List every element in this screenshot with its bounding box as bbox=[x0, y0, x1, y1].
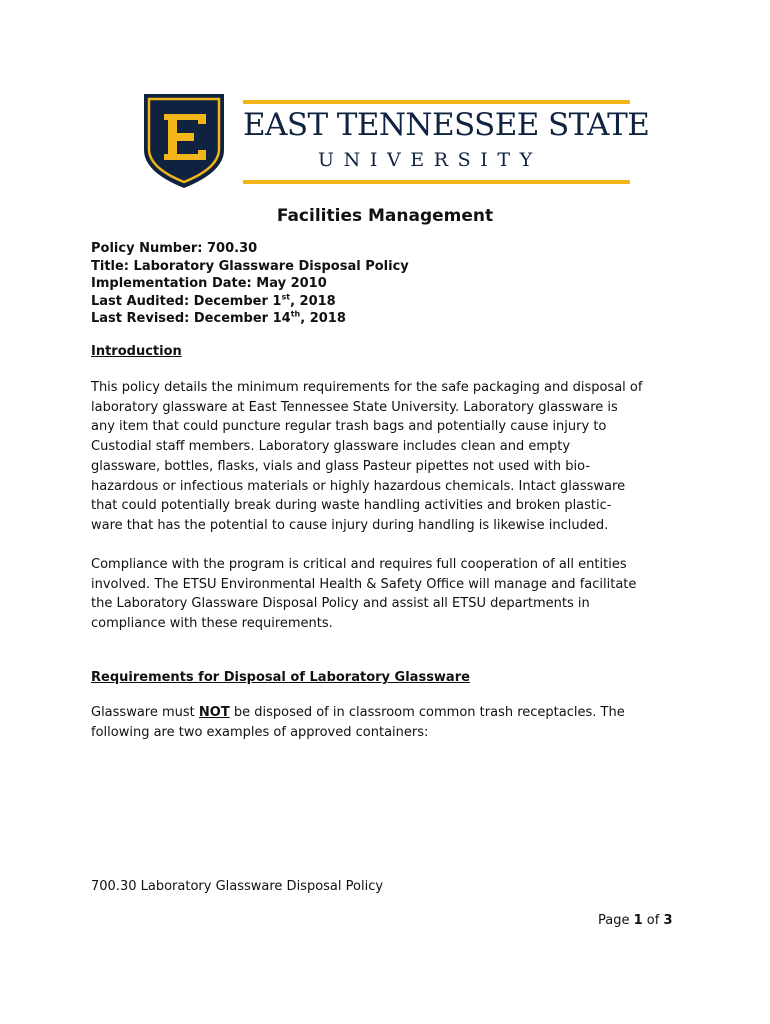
policy-title: Title: Laboratory Glassware Disposal Policy bbox=[91, 258, 409, 274]
logo-wordmark-line1: EAST TENNESSEE STATE bbox=[243, 107, 650, 143]
last-revised: Last Revised: December 14th, 2018 bbox=[91, 310, 346, 327]
paragraph-line: following are two examples of approved containers: bbox=[91, 724, 429, 740]
paragraph-line: hazardous or infectious materials or highly hazardous chemicals. Intact glassware bbox=[91, 478, 626, 494]
paragraph-line: involved. The ETSU Environmental Health & Safety Office will manage and facilitate bbox=[91, 576, 637, 592]
paragraph-line: Custodial staff members. Laboratory glassware includes clean and empty bbox=[91, 439, 571, 455]
paragraph-line: This policy details the minimum requirements for the safe packaging and disposal of bbox=[91, 380, 643, 395]
paragraph-line: any item that could puncture regular trash bags and potentially cause injury to bbox=[91, 419, 607, 435]
not-emphasis: NOT bbox=[198, 705, 230, 720]
requirements-paragraph bbox=[91, 703, 681, 742]
logo-bottom-rule bbox=[243, 180, 630, 184]
paragraph-line: compliance with these requirements. bbox=[91, 616, 333, 632]
introduction-paragraph-2 bbox=[91, 555, 681, 634]
paragraph-line: that could potentially break during waste handling activities and broken plastic- bbox=[91, 498, 612, 514]
paragraph-line: Glassware must NOT be disposed of in classroom common trash receptacles. The bbox=[91, 705, 625, 720]
policy-metadata bbox=[91, 240, 409, 328]
paragraph-line: laboratory glassware at East Tennessee State University. Laboratory glassware is bbox=[91, 399, 618, 415]
footer-page-number: Page 1 of 3 bbox=[598, 913, 673, 928]
logo-wordmark-line2: UNIVERSITY bbox=[318, 149, 542, 171]
logo-top-rule bbox=[243, 100, 630, 104]
department-title: Facilities Management bbox=[276, 206, 494, 226]
introduction-paragraph-1 bbox=[91, 378, 681, 536]
introduction-heading: Introduction bbox=[91, 344, 182, 359]
paragraph-line: Compliance with the program is critical and requires full cooperation of all entities bbox=[91, 557, 627, 572]
etsu-shield-icon bbox=[142, 92, 226, 190]
etsu-logo bbox=[142, 92, 650, 190]
requirements-heading: Requirements for Disposal of Laboratory Glassware bbox=[91, 670, 470, 685]
last-audited: Last Audited: December 1st, 2018 bbox=[91, 292, 336, 309]
policy-number: Policy Number: 700.30 bbox=[91, 241, 258, 256]
paragraph-line: ware that has the potential to cause injury during handling is likewise included. bbox=[91, 517, 609, 533]
footer-document-name: 700.30 Laboratory Glassware Disposal Policy bbox=[91, 879, 384, 894]
implementation-date: Implementation Date: May 2010 bbox=[91, 276, 327, 292]
paragraph-line: glassware, bottles, flasks, vials and glass Pasteur pipettes not used with bio- bbox=[91, 458, 591, 474]
paragraph-line: the Laboratory Glassware Disposal Policy and assist all ETSU departments in bbox=[91, 596, 590, 612]
